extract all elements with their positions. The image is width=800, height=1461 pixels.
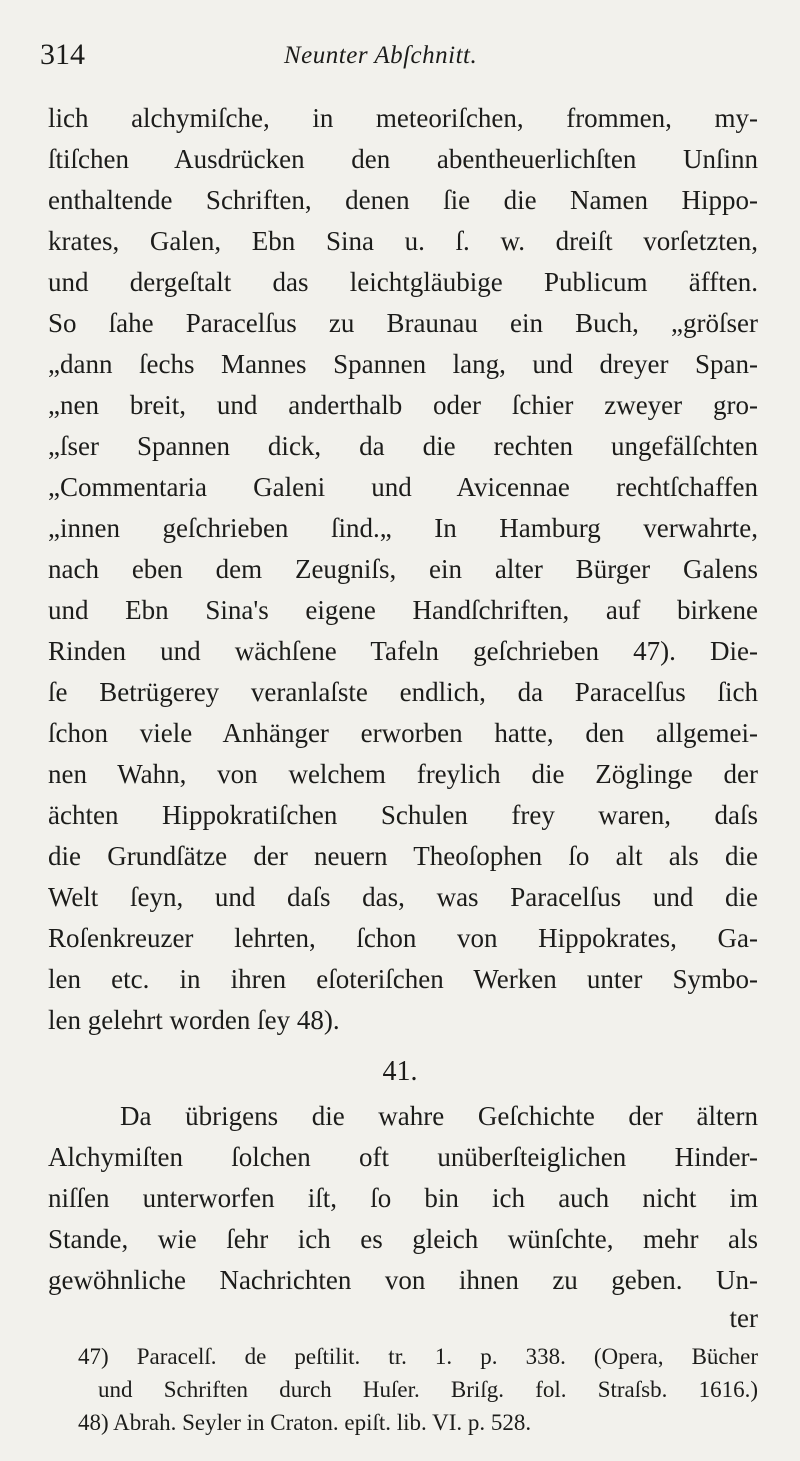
text-line: ſtiſchen Ausdrücken den abentheuerlichſten Unſinn [48, 144, 758, 174]
footnote: 47) Paracelſ. de peſtilit. tr. 1. p. 338. (Opera, Bücher [78, 1344, 758, 1369]
page-number: 314 [40, 38, 85, 71]
text-line: gewöhnliche Nachrichten von ihnen zu geben. Un- [48, 1265, 758, 1295]
text-line: „nen breit, und anderthalb oder ſchier zweyer gro- [48, 390, 758, 420]
text-line: ächten Hippokratiſchen Schulen frey waren, daſs [48, 800, 758, 830]
text-line: enthaltende Schriften, denen ſie die Namen Hippo- [48, 185, 758, 215]
section-number: 41. [382, 1056, 418, 1087]
text-line: So ſahe Paracelſus zu Braunau ein Buch, „gröſser [48, 308, 758, 338]
text-line: die Grundſätze der neuern Theoſophen ſo alt als die [48, 841, 758, 871]
text-line: Stande, wie ſehr ich es gleich wünſchte, mehr als [48, 1224, 758, 1254]
text-line: niſſen unterworfen iſt, ſo bin ich auch nicht im [48, 1183, 758, 1213]
running-head: Neunter Abſchnitt. [284, 42, 478, 69]
text-line: ſchon viele Anhänger erworben hatte, den allgemei- [48, 718, 758, 748]
text-line: Rinden und wächſene Tafeln geſchrieben 47). Die- [48, 636, 758, 666]
text-line: „Commentaria Galeni und Avicennae rechtſchaffen [48, 472, 758, 502]
text-line: len gelehrt worden ſey 48). [48, 1005, 340, 1035]
page-header [40, 38, 760, 78]
text-line: nen Wahn, von welchem freylich die Zöglinge der [48, 759, 758, 789]
text-line: ſe Betrügerey veranlaſste endlich, da Paracelſus ſich [48, 677, 758, 707]
text-line: krates, Galen, Ebn Sina u. ſ. w. dreiſt vorſetzten, [48, 226, 758, 256]
text-line: Da übrigens die wahre Geſchichte der ältern [120, 1101, 758, 1131]
text-line: und dergeſtalt das leichtgläubige Publicum äfften. [48, 267, 758, 297]
catchword: ter [729, 1303, 758, 1333]
text-line: Welt ſeyn, und daſs das, was Paracelſus und die [48, 882, 758, 912]
text-line: „innen geſchrieben ſind.„ In Hamburg verwahrte, [48, 513, 758, 543]
text-line: „dann ſechs Mannes Spannen lang, und dreyer Span- [48, 349, 758, 379]
footnote-continuation: und Schriften durch Huſer. Briſg. fol. Straſsb. 1616.) [98, 1377, 758, 1402]
text-line: len etc. in ihren eſoteriſchen Werken unter Symbo- [48, 964, 758, 994]
footnote: 48) Abrah. Seyler in Craton. epiſt. lib. VI. p. 528. [78, 1410, 532, 1435]
text-line: Alchymiſten ſolchen oft unüberſteiglichen Hinder- [48, 1142, 758, 1172]
text-line: lich alchymiſche, in meteoriſchen, frommen, my- [48, 103, 758, 133]
text-line: nach eben dem Zeugniſs, ein alter Bürger Galens [48, 554, 758, 584]
text-line: Roſenkreuzer lehrten, ſchon von Hippokrates, Ga- [48, 923, 758, 953]
text-line: und Ebn Sina's eigene Handſchriften, auf birkene [48, 595, 758, 625]
text-line: „ſser Spannen dick, da die rechten ungefälſchten [48, 431, 758, 461]
